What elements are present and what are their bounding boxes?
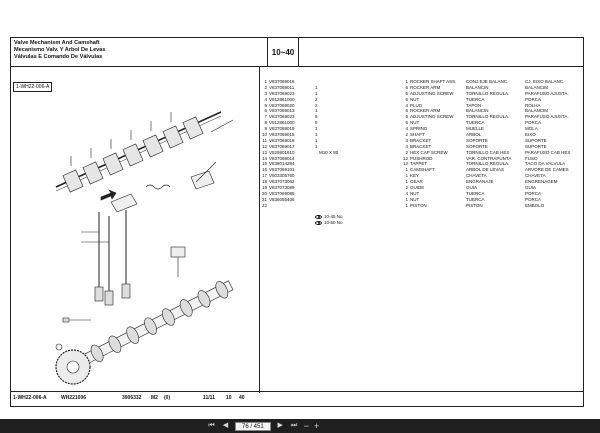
part-es: TUERCA [466,190,485,196]
part-pt: PORCA [525,196,542,202]
part-idx: 2 [264,84,267,90]
part-pn: V836055406 [269,196,295,202]
part-qty: 1 [315,143,318,149]
exploded-view-illustration [51,92,246,387]
part-es: BALANCIN [466,108,489,114]
part-qty: 1 [315,132,318,138]
part-q2: 4 [405,143,408,149]
part-idx: 7 [264,114,267,120]
part-qty: 1 [315,126,318,132]
part-es: TUERCA [466,120,485,126]
part-pt: TACO DA VALVULA [525,161,566,167]
first-page-icon[interactable]: ⏮ [208,422,215,429]
title-line-pt: Válvulas E Comando De Válvulas [14,54,103,60]
part-q2: 1 [405,202,408,208]
part-es: SOPORTE [466,137,488,143]
zoom-in-icon[interactable]: + [313,421,320,431]
part-pn: V837069015 [269,132,295,138]
part-es: TUERCA [466,196,485,202]
part-pt: BALANCIM [525,84,549,90]
zoom-out-icon[interactable]: − [303,421,309,431]
part-en: SPRING [410,126,428,132]
part-pt: ENGRENAGEM [525,179,558,185]
part-pn: V837069013 [269,108,295,114]
title-line-es: Mecanismo Valv. Y Arbol De Levas [14,47,106,53]
part-en: BRACKET [410,143,432,149]
catalog-page [10,37,584,407]
part-es: ENGRANAJE [466,179,494,185]
part-idx: 10 [261,132,267,138]
header-blank-cell [299,38,583,67]
part-q2: 6 [405,114,408,120]
part-idx: 5 [264,102,267,108]
part-q2: 2 [405,185,408,191]
eye-icon [315,215,322,219]
part-en: NUT [410,190,420,196]
part-pt: BALANCIM [525,108,549,114]
part-pn: V837069023 [269,90,295,96]
part-pn: V529801910 [269,149,295,155]
part-idx: 1 [264,79,267,84]
part-pn: V837069023 [269,114,295,120]
part-pn: V837069011 [269,84,295,90]
part-idx: 6 [264,108,267,114]
part-q2: 6 [405,120,408,126]
part-pt: PORCA [525,190,542,196]
part-pt: PORCA [525,96,542,102]
part-pt: ROLHA [525,102,541,108]
footer-fig: 1-WH22-006-A [13,395,47,401]
part-en: ADJUSTING SCREW [410,90,454,96]
part-q2: 1 [405,173,408,179]
part-q2: 12 [402,155,408,161]
part-qty: 6 [315,120,318,126]
part-en: SHAFT [410,132,425,138]
part-es: CONJ.EJE BALANC. [466,79,509,84]
part-en: ADJUSTING SCREW [410,114,454,120]
part-idx: 22 [261,202,267,208]
part-en: BRACKET [410,137,432,143]
part-qty: 2 [315,102,318,108]
part-idx: 14 [261,155,267,161]
column-divider [259,67,260,393]
part-pn: V837069017 [269,143,295,149]
footer-page: 11/11 [203,395,215,401]
part-q2: 4 [405,126,408,132]
footer-paren: (0) [164,395,171,401]
part-q2: 2 [405,132,408,138]
cross-ref-2: 10-50 No [315,220,343,226]
part-q2: 6 [405,90,408,96]
part-es: CHAVETA [466,173,487,179]
part-en: NUT [410,120,420,126]
part-en: ROCKER ARM [410,84,441,90]
part-pt: CJ. EIXO BALANC. [525,79,565,84]
part-idx: 12 [261,143,267,149]
part-q2: 4 [405,190,408,196]
part-idx: 17 [261,173,267,179]
part-q2: 6 [405,96,408,102]
part-pn: V512861000 [269,120,295,126]
part-qty: 2 [315,96,318,102]
part-es: BALANCIN [466,84,489,90]
part-pt: SUPORTE [525,143,547,149]
part-en: NUT [410,196,420,202]
part-pt: MOLA [525,126,538,132]
part-es: ARBOL [466,132,482,138]
part-idx: 11 [262,137,267,143]
part-q2: 1 [405,179,408,185]
part-es: ARBOL DE LEVAS [466,167,505,173]
part-idx: 3 [264,90,267,96]
part-pn: V837069101 [269,167,295,173]
part-pn: V837069018 [269,137,295,143]
part-row [261,203,583,209]
footer-m: M2 [151,395,158,401]
part-en: TAPPET [410,161,428,167]
part-idx: 8 [264,120,267,126]
part-qty: 1 [315,84,318,90]
last-page-icon[interactable]: ⏭ [291,422,298,429]
page-indicator-input[interactable]: 76 / 451 [235,422,271,431]
part-q2: 2 [405,149,408,155]
part-idx: 15 [261,161,267,167]
part-pn: V512861000 [269,96,295,102]
part-pn: V838014284 [269,161,295,167]
part-idx: 19 [261,185,267,191]
part-idx: 9 [264,126,267,132]
page-navigation [207,421,319,431]
part-q2: 4 [405,102,408,108]
footer-sec: 10 [226,395,232,401]
part-idx: 20 [261,190,267,196]
part-q2: 1 [405,79,408,84]
part-pn: V837069016 [269,79,295,84]
part-pn: V837073089 [269,185,295,191]
part-note: M10 X 80 [319,149,339,155]
part-en: ROCKER SHAFT ASS. [410,79,457,84]
part-pn: V837069020 [269,102,295,108]
part-en: KEY [410,173,420,179]
part-pn: V837069019 [269,126,295,132]
part-es: SOPORTE [466,143,488,149]
figure-label: 1-WH22-006-A [13,82,52,92]
part-pt: EMBOLO [525,202,545,208]
part-en: PLUG [410,102,423,108]
part-pt: GUIA [525,185,537,191]
part-qty: 6 [315,114,318,120]
part-pt: PARAFUSO AJUSTA. [525,90,569,96]
eye-icon [315,221,322,225]
part-es: PISTON [466,202,483,208]
part-es: TORNILLO REGULA. [466,114,510,120]
part-es: TUERCA [466,96,485,102]
part-pt: PARAFUSO CAB HEX [525,149,571,155]
part-q2: 1 [405,196,408,202]
part-q2: 6 [405,108,408,114]
part-es: TORNILLO CAB HEX [466,149,510,155]
title-block [11,38,268,67]
part-en: PISTON [410,202,427,208]
part-pt: FUSO [525,155,538,161]
part-en: HEX CAP SCREW [410,149,448,155]
part-en: NUT [410,96,420,102]
part-q2: 6 [405,84,408,90]
part-es: MUELLE [466,126,485,132]
part-pn: V603305760 [269,173,295,179]
part-idx: 18 [261,179,267,185]
part-es: VAR. CONTRAPUNTA [466,155,512,161]
part-es: TORNILLO REGULA. [466,161,510,167]
footer-sub: 40 [239,395,245,401]
part-pt: SUPORTE [525,137,547,143]
part-idx: 21 [261,196,267,202]
part-qty: 1 [315,137,318,143]
part-qty: 1 [315,108,318,114]
part-en: PUSHROD [410,155,433,161]
cross-ref-1: 10-45 No [315,214,343,220]
page-code: 10~40 [268,38,299,67]
part-pt: CHAVETA [525,173,546,179]
part-q2: 1 [405,167,408,173]
footer-code: WH221006 [61,395,87,401]
prev-page-icon[interactable]: ◀ [222,422,229,429]
footer-bar [11,391,583,406]
part-idx: 4 [264,96,267,102]
part-q2: 3 [405,137,408,143]
part-pn: V837073062 [269,179,295,185]
part-idx: 13 [261,149,267,155]
part-en: GEAR [410,179,423,185]
part-es: GUIA [466,185,478,191]
part-en: GUIDE [410,185,425,191]
part-pt: ARVORE DE CAMES [525,167,569,173]
part-pt: EIXO [525,132,536,138]
part-pn: V837069014 [269,155,295,161]
part-es: TORNILLO REGULA. [466,90,510,96]
part-en: ROCKER ARM [410,108,441,114]
part-en: CAMSHAFT [410,167,435,173]
parts-list [261,79,583,209]
title-line-en: Valve Mechanism And Camshaft [14,40,100,46]
part-qty: 1 [315,90,318,96]
part-pt: PARAFUSO AJUSTA. [525,114,569,120]
part-pt: PORCA [525,120,542,126]
part-pn: V837069085 [269,190,295,196]
part-idx: 16 [261,167,267,173]
part-q2: 12 [402,161,408,167]
next-page-icon[interactable]: ▶ [277,422,283,429]
footer-num: 3906332 [122,395,142,401]
part-es: TAPON [466,102,482,108]
